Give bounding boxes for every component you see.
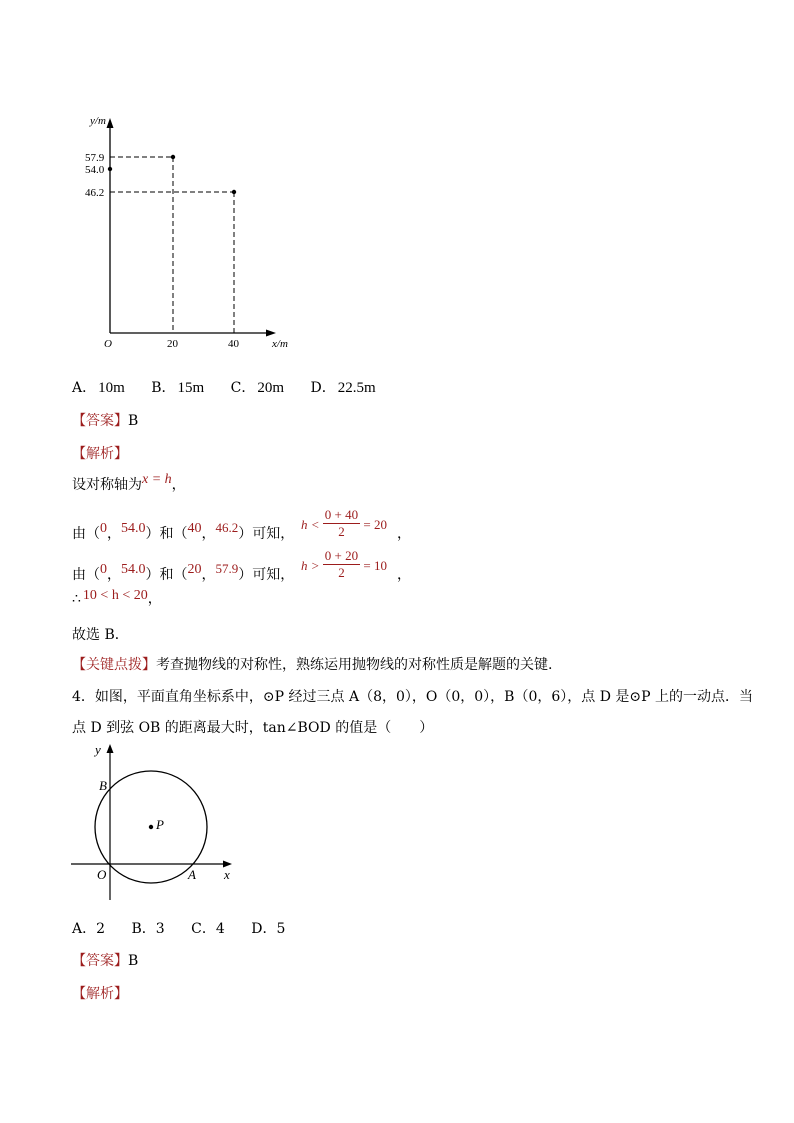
q4-option-a: A．2: [72, 921, 106, 937]
q4-option-b: B．3: [131, 921, 165, 937]
q3-keypoint: 【关键点拨】考查抛物线的对称性，熟练运用抛物线的对称性质是解题的关键.: [72, 657, 553, 673]
origin-label: O: [104, 338, 112, 350]
y-axis-arrow: [107, 744, 114, 753]
y-tick-54-0: 54.0: [85, 164, 105, 176]
answer-value: B: [128, 413, 139, 429]
x-tick-20: 20: [167, 338, 178, 350]
q3-analysis-label: 【解析】: [72, 446, 128, 462]
y-tick-57-9: 57.9: [85, 152, 105, 164]
label-x: x: [224, 867, 230, 882]
q3-solution-line1: 设对称轴为x = h，: [72, 472, 186, 493]
answer-label: 【答案】: [72, 413, 128, 429]
x-axis-arrow: [266, 330, 276, 337]
label-a: A: [188, 867, 196, 882]
q4-analysis-label: 【解析】: [72, 986, 128, 1002]
q4-answer: 【答案】B: [72, 953, 139, 969]
y-axis-arrow: [107, 118, 114, 128]
q4-options: [72, 918, 285, 938]
q3-answer: [72, 410, 138, 430]
label-p: P: [156, 817, 164, 832]
parabola-graph: [80, 110, 310, 360]
q4-option-d: D．5: [251, 921, 286, 937]
x-tick-40: 40: [228, 338, 239, 350]
y-axis-label: y/m: [90, 115, 106, 127]
point-20-57-9: [171, 155, 175, 159]
q4-stem-line1: 4．如图，平面直角坐标系中，⊙P 经过三点 A（8，0），O（0，0），B（0，6），点 D 是⊙P 上的一动点．当: [72, 689, 754, 705]
q3-choose: 故选 B．: [72, 627, 129, 643]
point-0-54: [108, 167, 112, 171]
q4-stem-line2: 点 D 到弦 OB 的距离最大时，tan∠BOD 的值是（ ）: [72, 720, 434, 736]
y-tick-46-2: 46.2: [85, 187, 105, 199]
q4-option-c: C．4: [191, 921, 225, 937]
label-y: y: [95, 742, 101, 757]
q3-option-d: D． 22.5m: [310, 380, 376, 396]
point-40-46-2: [232, 190, 236, 194]
q3-option-c: C． 20m: [230, 380, 285, 396]
inequality-2: h > $\frac{0 + 20}{2}$ = 10: [301, 548, 387, 580]
q3-options: [72, 377, 376, 397]
circle-graph: [65, 740, 245, 905]
q3-solution-line4: ∴ 10 < h < 20，: [72, 588, 162, 607]
x-axis-label: x/m: [272, 338, 288, 350]
label-b: B: [99, 778, 107, 793]
center-point-p: [149, 825, 153, 829]
inequality-1: h < $\frac{0 + 40}{2}$ = 20: [301, 507, 387, 539]
label-o: O: [97, 867, 107, 882]
q3-option-a: A． 10m: [72, 380, 125, 396]
q3-option-b: B． 15m: [151, 380, 205, 396]
